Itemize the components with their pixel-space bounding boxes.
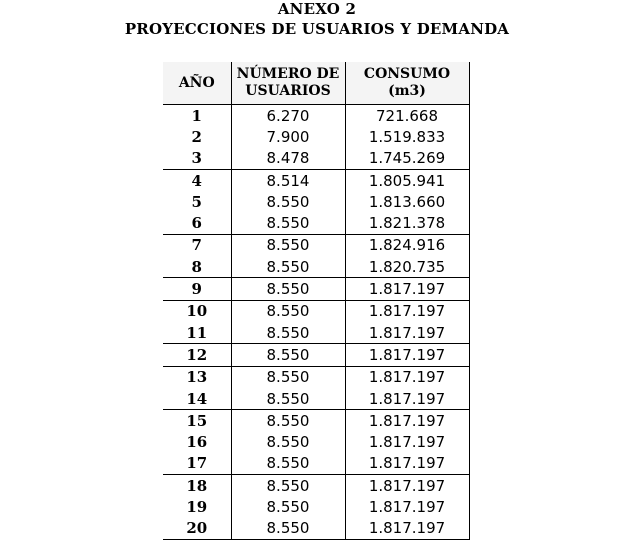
cell-consumption: 1.820.735 — [345, 256, 469, 278]
cell-consumption: 1.817.197 — [345, 518, 469, 540]
cell-users: 6.270 — [231, 105, 345, 127]
cell-consumption: 1.821.378 — [345, 212, 469, 234]
cell-consumption: 1.817.197 — [345, 366, 469, 388]
column-header-consumption — [345, 62, 469, 105]
cell-consumption: 1.817.197 — [345, 453, 469, 475]
cell-consumption: 1.817.197 — [345, 278, 469, 300]
table-header-row — [163, 62, 469, 105]
cell-consumption: 1.817.197 — [345, 322, 469, 344]
table-row — [163, 191, 469, 212]
table-row — [163, 212, 469, 234]
cell-consumption: 721.668 — [345, 105, 469, 127]
projections-table-container — [163, 62, 469, 540]
cell-users: 8.550 — [231, 234, 345, 256]
cell-users: 8.550 — [231, 278, 345, 300]
cell-year: 1 — [191, 106, 202, 125]
column-header-year — [163, 62, 231, 105]
cell-year: 5 — [191, 192, 202, 211]
column-header-users — [231, 62, 345, 105]
page-title: PROYECCIONES DE USUARIOS Y DEMANDA — [124, 20, 510, 38]
cell-users: 8.478 — [231, 148, 345, 170]
cell-year: 17 — [163, 453, 231, 475]
cell-users: 8.550 — [231, 475, 345, 497]
cell-year: 7 — [191, 236, 202, 255]
table-row — [163, 496, 469, 517]
cell-users: 8.550 — [231, 388, 345, 410]
cell-consumption: 1.817.197 — [345, 344, 469, 366]
cell-users: 8.550 — [231, 366, 345, 388]
cell-year: 6 — [163, 212, 231, 234]
table-row — [163, 105, 469, 127]
table-row — [163, 300, 469, 322]
cell-year: 20 — [163, 518, 231, 540]
cell-year: 8 — [163, 256, 231, 278]
cell-users: 8.550 — [231, 212, 345, 234]
cell-consumption: 1.519.833 — [345, 126, 469, 147]
table-row — [163, 126, 469, 147]
cell-users: 8.514 — [231, 169, 345, 191]
cell-year: 12 — [163, 344, 231, 366]
cell-consumption: 1.817.197 — [345, 431, 469, 452]
cell-year: 16 — [186, 433, 208, 452]
column-header-users-line1: NÚMERO DE — [236, 66, 340, 82]
table-row — [163, 453, 469, 475]
cell-consumption: 1.817.197 — [345, 496, 469, 517]
cell-year: 13 — [186, 368, 208, 387]
cell-year: 14 — [163, 388, 231, 410]
cell-users: 8.550 — [231, 191, 345, 212]
cell-year: 3 — [163, 148, 231, 170]
cell-year: 10 — [186, 302, 208, 321]
cell-users: 8.550 — [231, 256, 345, 278]
cell-users: 8.550 — [231, 496, 345, 517]
cell-users: 8.550 — [231, 518, 345, 540]
column-header-year-label: AÑO — [178, 74, 215, 91]
cell-year: 11 — [163, 322, 231, 344]
cell-consumption: 1.813.660 — [345, 191, 469, 212]
cell-consumption: 1.745.269 — [345, 148, 469, 170]
table-row — [163, 148, 469, 170]
cell-consumption: 1.824.916 — [345, 234, 469, 256]
table-row — [163, 234, 469, 256]
cell-year: 18 — [186, 476, 208, 495]
table-row — [163, 278, 469, 300]
cell-year: 15 — [186, 411, 208, 430]
cell-consumption: 1.817.197 — [345, 475, 469, 497]
table-row — [163, 344, 469, 366]
cell-year: 4 — [191, 171, 202, 190]
cell-users: 8.550 — [231, 344, 345, 366]
cell-year: 9 — [163, 278, 231, 300]
table-row — [163, 169, 469, 191]
cell-users: 7.900 — [231, 126, 345, 147]
table-row — [163, 431, 469, 452]
column-header-consumption-line1: CONSUMO — [363, 66, 451, 82]
cell-year: 2 — [191, 127, 202, 146]
cell-consumption: 1.817.197 — [345, 300, 469, 322]
table-row — [163, 256, 469, 278]
column-header-consumption-line2: (m3) — [388, 83, 426, 99]
annex-title: ANEXO 2 — [277, 0, 357, 18]
table-body — [163, 105, 469, 540]
table-row — [163, 322, 469, 344]
cell-users: 8.550 — [231, 410, 345, 432]
table-row — [163, 475, 469, 497]
cell-users: 8.550 — [231, 300, 345, 322]
column-header-users-line2: USUARIOS — [245, 83, 331, 99]
table-row — [163, 518, 469, 540]
cell-year: 19 — [186, 497, 208, 516]
table-row — [163, 366, 469, 388]
table-row — [163, 388, 469, 410]
table-row — [163, 410, 469, 432]
cell-users: 8.550 — [231, 431, 345, 452]
cell-users: 8.550 — [231, 453, 345, 475]
cell-consumption: 1.805.941 — [345, 169, 469, 191]
cell-consumption: 1.817.197 — [345, 410, 469, 432]
cell-users: 8.550 — [231, 322, 345, 344]
projections-table — [163, 62, 470, 540]
cell-consumption: 1.817.197 — [345, 388, 469, 410]
